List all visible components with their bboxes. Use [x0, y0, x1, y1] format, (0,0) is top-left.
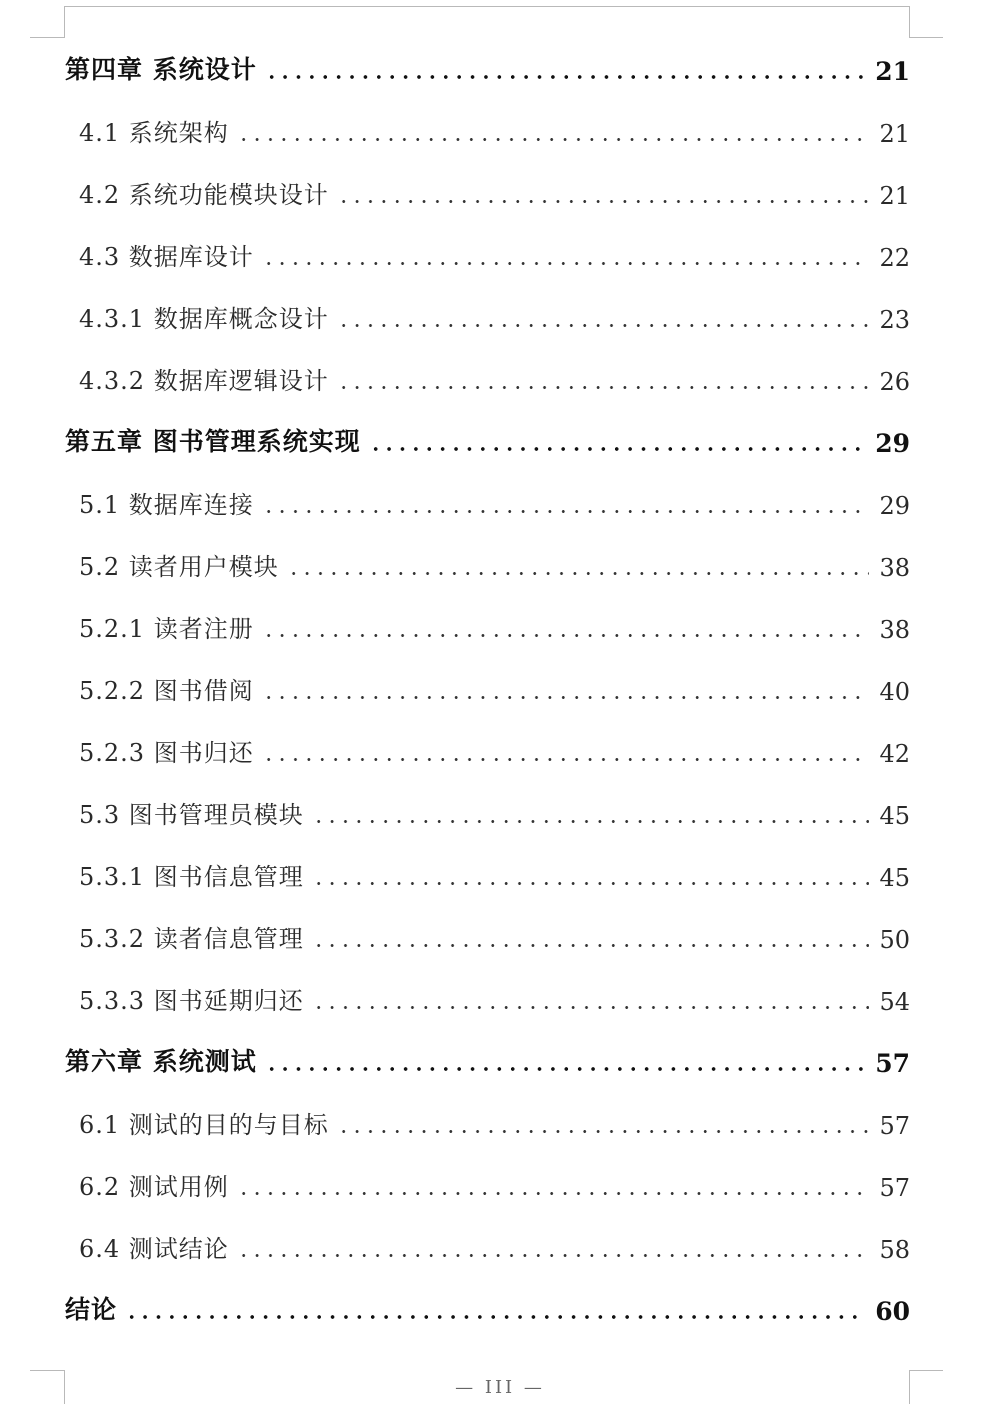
toc-entry-page-number: 23	[879, 306, 910, 334]
toc-entry-title: 6.1 测试的目的与目标	[79, 1111, 329, 1139]
toc-entry-page-number: 40	[879, 678, 910, 706]
toc-entry-page-number: 38	[879, 554, 910, 582]
crop-mark-bottom-right-horizontal	[909, 1370, 943, 1371]
toc-entry-title: 5.1 数据库连接	[79, 491, 254, 519]
toc-dot-leader	[262, 510, 870, 513]
toc-entry-page-number: 21	[879, 182, 910, 210]
toc-dot-leader	[262, 262, 870, 265]
toc-section-entry[interactable]	[79, 792, 910, 832]
toc-dot-leader	[265, 1067, 865, 1071]
toc-dot-leader	[237, 1254, 870, 1257]
toc-entry-page-number: 29	[879, 492, 910, 520]
crop-mark-top-right-vertical	[909, 6, 910, 38]
toc-entry-page-number: 21	[875, 57, 910, 86]
toc-section-entry[interactable]	[79, 978, 910, 1018]
toc-entry-page-number: 58	[879, 1236, 910, 1264]
toc-entry-title: 5.3.2 读者信息管理	[79, 925, 304, 953]
toc-dot-leader	[312, 882, 870, 885]
toc-entry-title: 5.3.1 图书信息管理	[79, 863, 304, 891]
toc-section-entry[interactable]	[79, 668, 910, 708]
toc-entry-title: 4.2 系统功能模块设计	[79, 181, 329, 209]
toc-entry-page-number: 57	[879, 1174, 910, 1202]
toc-entry-title: 5.2.1 读者注册	[79, 615, 254, 643]
toc-section-entry[interactable]	[79, 606, 910, 646]
toc-chapter-entry[interactable]	[65, 420, 910, 460]
toc-entry-title: 5.2 读者用户模块	[79, 553, 279, 581]
toc-dot-leader	[337, 200, 870, 203]
toc-entry-title: 5.2.2 图书借阅	[79, 677, 254, 705]
toc-dot-leader	[312, 944, 870, 947]
toc-section-entry[interactable]	[79, 1102, 910, 1142]
toc-entry-page-number: 42	[879, 740, 910, 768]
toc-entry-page-number: 22	[879, 244, 910, 272]
toc-entry-title: 4.3.1 数据库概念设计	[79, 305, 329, 333]
toc-dot-leader	[337, 386, 870, 389]
toc-entry-page-number: 26	[879, 368, 910, 396]
toc-entry-title: 6.4 测试结论	[79, 1235, 229, 1263]
toc-entry-page-number: 57	[875, 1049, 910, 1078]
toc-entry-page-number: 57	[879, 1112, 910, 1140]
toc-entry-title: 4.1 系统架构	[79, 119, 229, 147]
toc-entry-title: 4.3 数据库设计	[79, 243, 254, 271]
toc-section-entry[interactable]	[79, 916, 910, 956]
toc-entry-title: 结论	[65, 1295, 118, 1324]
toc-dot-leader	[312, 1006, 870, 1009]
toc-section-entry[interactable]	[79, 1164, 910, 1204]
toc-entry-title: 第六章 系统测试	[65, 1047, 257, 1076]
toc-entry-title: 6.2 测试用例	[79, 1173, 229, 1201]
header-rule	[64, 6, 910, 7]
toc-chapter-entry[interactable]	[65, 1288, 910, 1328]
toc-entry-page-number: 45	[879, 864, 910, 892]
toc-entry-page-number: 21	[879, 120, 910, 148]
toc-dot-leader	[237, 1192, 870, 1195]
toc-chapter-entry[interactable]	[65, 1040, 910, 1080]
toc-dot-leader	[265, 75, 865, 79]
toc-chapter-entry[interactable]	[65, 48, 910, 88]
toc-dot-leader	[369, 447, 865, 451]
toc-entry-page-number: 50	[879, 926, 910, 954]
toc-dot-leader	[125, 1315, 865, 1319]
toc-dot-leader	[262, 758, 870, 761]
toc-section-entry[interactable]	[79, 358, 910, 398]
toc-section-entry[interactable]	[79, 172, 910, 212]
toc-section-entry[interactable]	[79, 854, 910, 894]
toc-entry-page-number: 60	[875, 1297, 910, 1326]
toc-entry-title: 第五章 图书管理系统实现	[65, 427, 361, 456]
toc-section-entry[interactable]	[79, 544, 910, 584]
toc-entry-page-number: 54	[879, 988, 910, 1016]
crop-mark-top-left-horizontal	[30, 37, 64, 38]
toc-section-entry[interactable]	[79, 730, 910, 770]
toc-entry-title: 第四章 系统设计	[65, 55, 257, 84]
toc-dot-leader	[287, 572, 870, 575]
toc-section-entry[interactable]	[79, 110, 910, 150]
toc-entry-title: 5.2.3 图书归还	[79, 739, 254, 767]
toc-dot-leader	[262, 696, 870, 699]
toc-dot-leader	[312, 820, 870, 823]
toc-section-entry[interactable]	[79, 296, 910, 336]
toc-dot-leader	[337, 324, 870, 327]
toc-dot-leader	[337, 1130, 870, 1133]
toc-entry-title: 5.3 图书管理员模块	[79, 801, 304, 829]
page-number: — III —	[455, 1377, 545, 1398]
toc-section-entry[interactable]	[79, 482, 910, 522]
crop-mark-top-left-vertical	[64, 6, 65, 38]
toc-entry-page-number: 29	[875, 429, 910, 458]
toc-entry-title: 4.3.2 数据库逻辑设计	[79, 367, 329, 395]
toc-entry-page-number: 38	[879, 616, 910, 644]
toc-dot-leader	[237, 138, 870, 141]
toc-section-entry[interactable]	[79, 1226, 910, 1266]
crop-mark-top-right-horizontal	[909, 37, 943, 38]
toc-entry-page-number: 45	[879, 802, 910, 830]
toc-section-entry[interactable]	[79, 234, 910, 274]
toc-dot-leader	[262, 634, 870, 637]
crop-mark-bottom-left-horizontal	[30, 1370, 64, 1371]
toc-entry-title: 5.3.3 图书延期归还	[79, 987, 304, 1015]
